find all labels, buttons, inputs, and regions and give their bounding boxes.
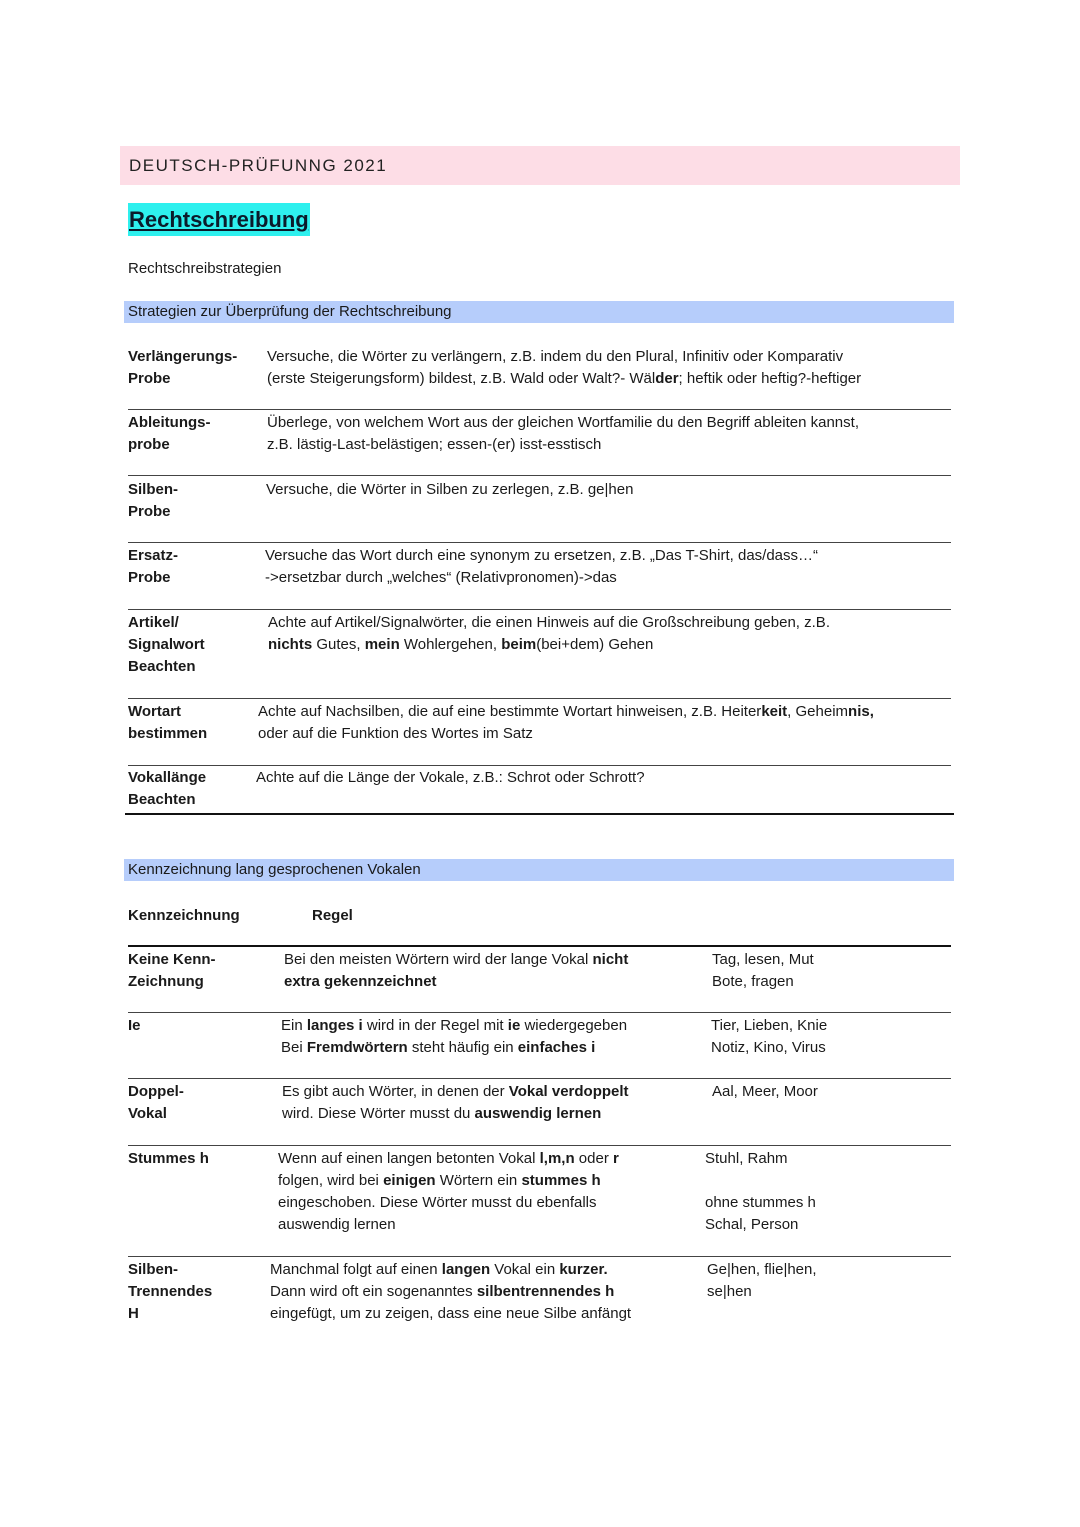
row-label: Keine Kenn- Zeichnung bbox=[128, 951, 216, 990]
row-rule: Wenn auf einen langen betonten Vokal l,m,n oder r folgen, wird bei einigen Wörtern ein stummes h eingeschoben. Diese Wörter musst du ebenfalls auswendig lernen bbox=[278, 1150, 619, 1233]
row-description: Versuche, die Wörter zu verlängern, z.B. indem du den Plural, Infinitiv oder Komparativ (erste Steigerungsform) bildest, z.B. Wald oder Walt?- Wälder; heftik oder heftig?-heftiger bbox=[267, 348, 862, 387]
row-description: Achte auf die Länge der Vokale, z.B.: Schrot oder Schrott? bbox=[256, 769, 645, 786]
row-label: Ie bbox=[128, 1017, 141, 1034]
row-description: Versuche, die Wörter in Silben zu zerlegen, z.B. ge|hen bbox=[266, 481, 634, 498]
row-rule: Manchmal folgt auf einen langen Vokal ein kurzer. Dann wird oft ein sogenanntes silbentrennendes h eingefügt, um zu zeigen, dass eine neue Silbe anfängt bbox=[270, 1261, 632, 1322]
table-row bbox=[128, 479, 951, 543]
table-row bbox=[128, 1015, 951, 1079]
row-label: Ersatz- Probe bbox=[128, 547, 179, 586]
row-examples: Tier, Lieben, Knie Notiz, Kino, Virus bbox=[711, 1017, 828, 1056]
table-row bbox=[128, 1148, 951, 1257]
row-label: Vokallänge Beachten bbox=[128, 769, 207, 808]
row-rule: Ein langes i wird in der Regel mit ie wiedergegeben Bei Fremdwörtern steht häufig ein einfaches i bbox=[281, 1017, 628, 1056]
column-header-regel: Regel bbox=[312, 907, 353, 924]
table-row bbox=[128, 1259, 951, 1331]
section-bar-vowels: Kennzeichnung lang gesprochenen Vokalen bbox=[124, 859, 954, 881]
row-rule: Bei den meisten Wörtern wird der lange Vokal nicht extra gekennzeichnet bbox=[284, 951, 629, 990]
table-header-row bbox=[128, 905, 951, 947]
row-label: Silben- Trennendes H bbox=[128, 1261, 213, 1322]
row-examples: Aal, Meer, Moor bbox=[712, 1083, 818, 1100]
table-row bbox=[128, 612, 951, 699]
row-label: Silben- Probe bbox=[128, 481, 179, 520]
row-label: Stummes h bbox=[128, 1150, 209, 1167]
row-description: Achte auf Artikel/Signalwörter, die einen Hinweis auf die Großschreibung geben, z.B. nichts Gutes, mein Wohlergehen, beim(bei+dem) Gehen bbox=[268, 614, 830, 653]
table-row bbox=[128, 1081, 951, 1146]
section-heading: Rechtschreibung bbox=[128, 203, 310, 236]
column-header-kennzeichnung: Kennzeichnung bbox=[128, 907, 240, 924]
row-description: Achte auf Nachsilben, die auf eine bestimmte Wortart hinweisen, z.B. Heiterkeit, Geheimnis, oder auf die Funktion des Wortes im Satz bbox=[258, 703, 874, 742]
table-row bbox=[128, 701, 951, 766]
row-rule: Es gibt auch Wörter, in denen der Vokal verdoppelt wird. Diese Wörter musst du auswendig lernen bbox=[282, 1083, 629, 1122]
table-row bbox=[128, 545, 951, 610]
row-label: Artikel/ Signalwort Beachten bbox=[128, 614, 205, 675]
page-title: DEUTSCH-PRÜFUNNG 2021 bbox=[120, 146, 960, 185]
row-label: Ableitungs- probe bbox=[128, 414, 211, 453]
row-examples: Ge|hen, flie|hen, se|hen bbox=[707, 1261, 817, 1300]
row-label: Doppel- Vokal bbox=[128, 1083, 184, 1122]
row-examples: Stuhl, Rahm ohne stummes h Schal, Person bbox=[705, 1150, 816, 1233]
row-description: Überlege, von welchem Wort aus der gleichen Wortfamilie du den Begriff ableiten kannst, z.B. lästig-Last-belästigen; essen-(er) isst-esstisch bbox=[267, 414, 859, 453]
subheading: Rechtschreibstrategien bbox=[128, 260, 282, 277]
row-examples: Tag, lesen, Mut Bote, fragen bbox=[712, 951, 814, 990]
table-row bbox=[128, 412, 951, 476]
section-bar-strategies: Strategien zur Überprüfung der Rechtschreibung bbox=[124, 301, 954, 323]
row-description: Versuche das Wort durch eine synonym zu ersetzen, z.B. „Das T-Shirt, das/dass…“ ->ersetzbar durch „welches“ (Relativpronomen)->das bbox=[265, 547, 819, 586]
row-label: Wortart bestimmen bbox=[128, 703, 208, 742]
table-row bbox=[128, 949, 951, 1013]
table-row bbox=[128, 346, 951, 410]
table-row bbox=[125, 767, 954, 815]
row-label: Verlängerungs- Probe bbox=[128, 348, 238, 387]
